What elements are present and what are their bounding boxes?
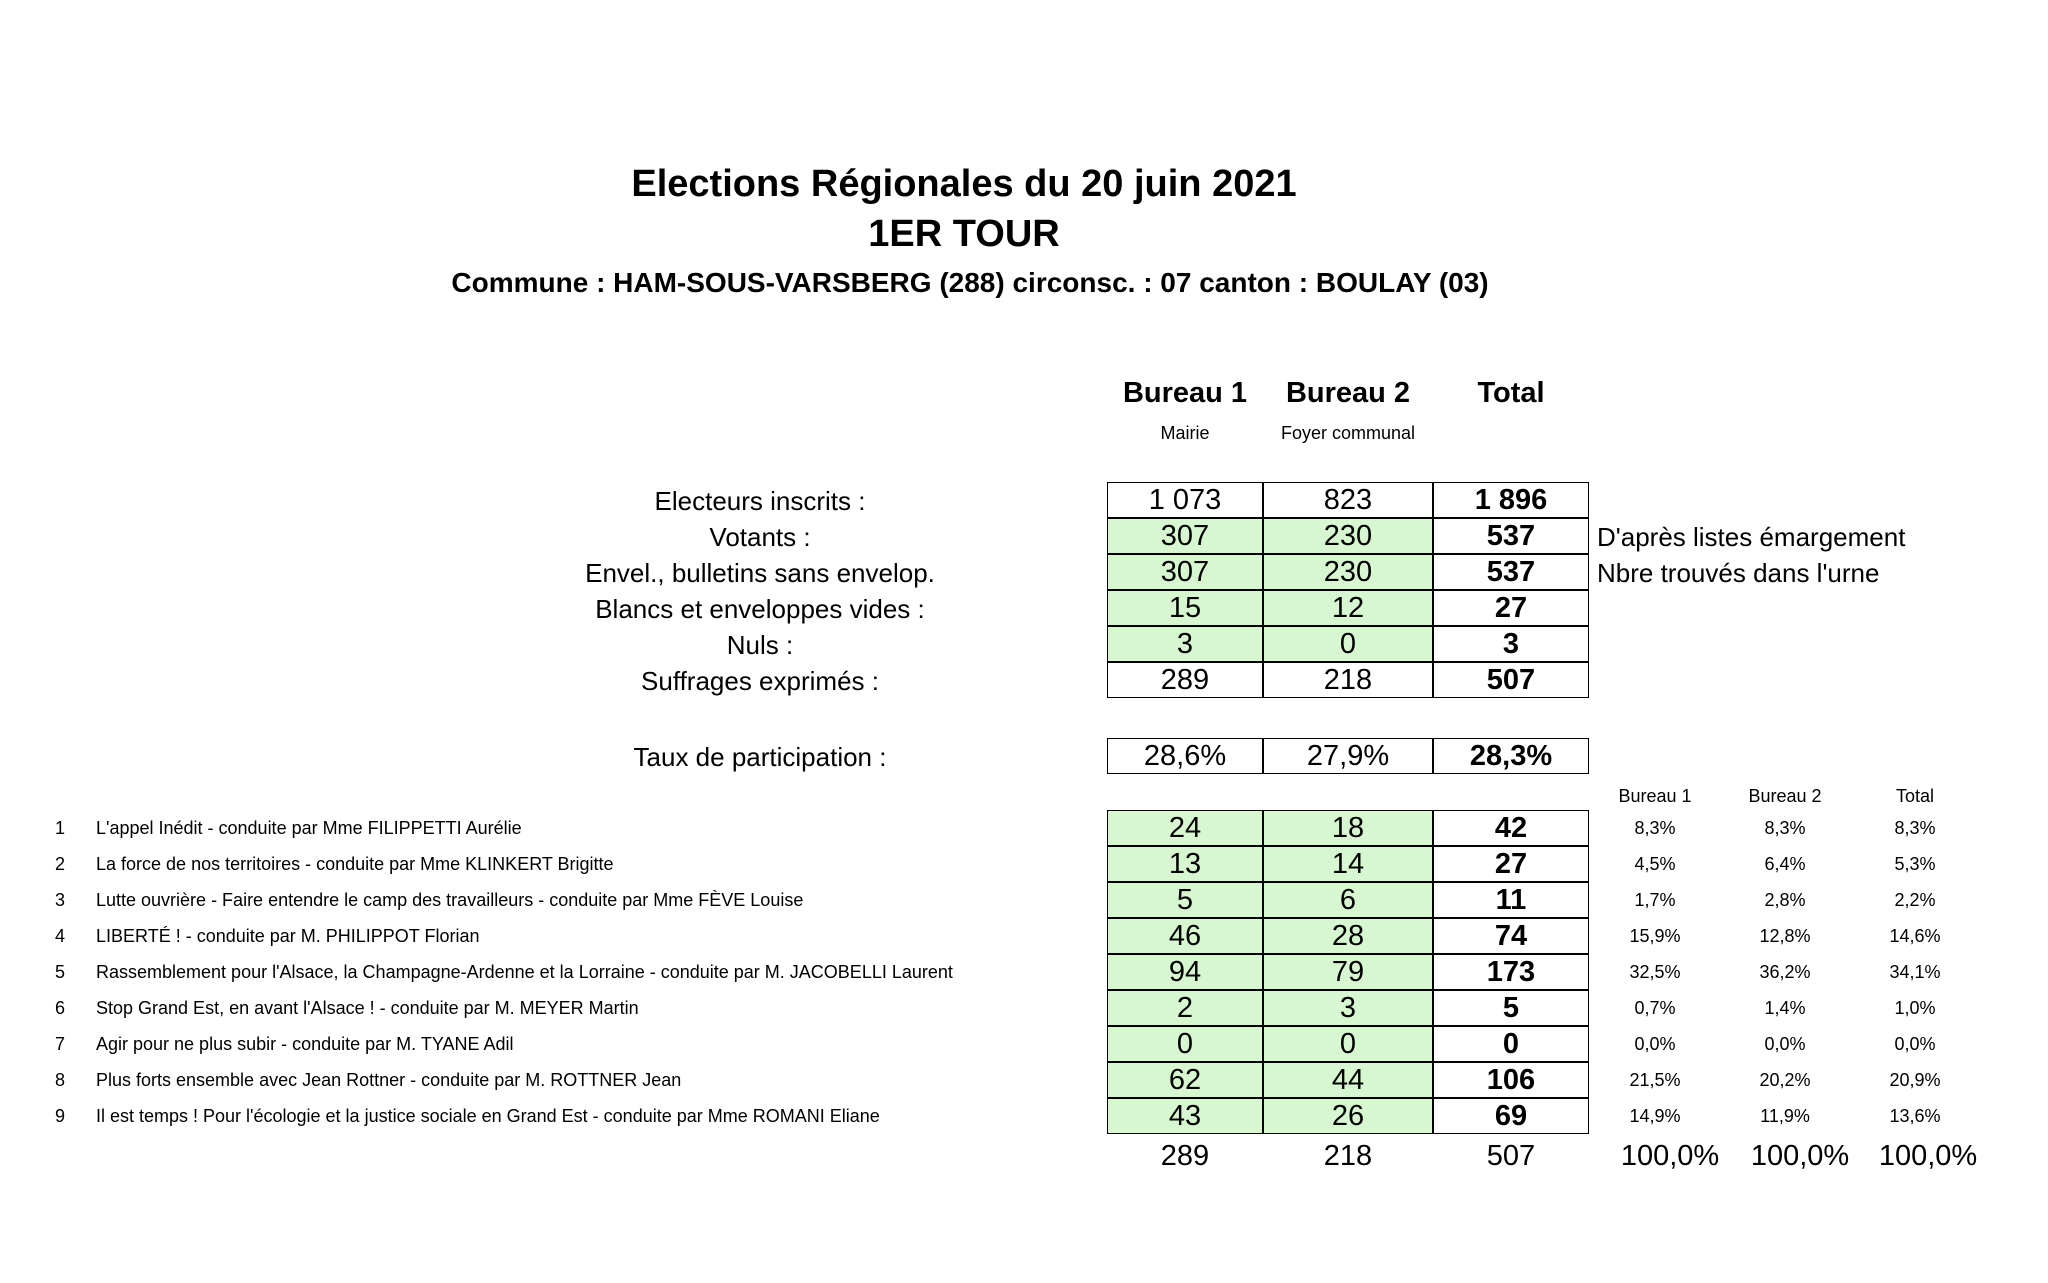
candidate-list-name: Rassemblement pour l'Alsace, la Champagne-Ardenne et la Lorraine - conduite par M. JACOBELLI Laurent: [96, 962, 953, 982]
candidate-list-name: Agir pour ne plus subir - conduite par M. TYANE Adil: [96, 1034, 514, 1054]
candidate-votes-bureau-1: 0: [1107, 1026, 1263, 1062]
summary-blancs-bureau-2: 12: [1263, 590, 1433, 626]
candidate-pct-bureau-2: 20,2%: [1759, 1070, 1811, 1090]
summary-label-inscrits: Electeurs inscrits :: [654, 486, 866, 516]
candidate-pct-bureau-2: 12,8%: [1759, 926, 1811, 946]
summary-nuls-bureau-1: 3: [1107, 626, 1263, 662]
candidate-votes-total: 74: [1433, 918, 1589, 954]
candidate-number: 7: [54, 1034, 65, 1054]
candidate-votes-total: 106: [1433, 1062, 1589, 1098]
candidate-pct-bureau-2: 6,4%: [1764, 854, 1806, 874]
candidate-number: 2: [54, 854, 65, 874]
candidate-pct-total: 20,9%: [1889, 1070, 1941, 1090]
summary-exprimes-bureau-1: 289: [1107, 662, 1263, 698]
candidate-votes-bureau-2: 44: [1263, 1062, 1433, 1098]
candidate-pct-bureau-2: 8,3%: [1764, 818, 1806, 838]
candidate-votes-total: 27: [1433, 846, 1589, 882]
round-title: 1ER TOUR: [868, 213, 1060, 255]
candidate-votes-bureau-1: 62: [1107, 1062, 1263, 1098]
candidate-pct-bureau-1: 1,7%: [1634, 890, 1676, 910]
candidate-pct-bureau-1: 15,9%: [1629, 926, 1681, 946]
summary-votants-total: 537: [1433, 518, 1589, 554]
candidate-list-name: La force de nos territoires - conduite par Mme KLINKERT Brigitte: [96, 854, 614, 874]
summary-label-enveloppes: Envel., bulletins sans envelop.: [585, 558, 935, 588]
summary-enveloppes-bureau-1: 307: [1107, 554, 1263, 590]
candidate-pct-total: 34,1%: [1889, 962, 1941, 982]
sum-pct-bureau-1: 100,0%: [1620, 1140, 1720, 1172]
summary-label-nuls: Nuls :: [726, 630, 794, 660]
column-subheader-bureau-1: Mairie: [1160, 423, 1210, 443]
summary-label-votants: Votants :: [709, 522, 811, 552]
commune-subtitle: Commune : HAM-SOUS-VARSBERG (288) circonsc. : 07 canton : BOULAY (03): [451, 267, 1489, 298]
column-header-bureau-1: Bureau 1: [1122, 377, 1248, 409]
candidate-number: 1: [54, 818, 65, 838]
summary-inscrits-total: 1 896: [1433, 482, 1589, 518]
candidate-votes-bureau-2: 79: [1263, 954, 1433, 990]
candidate-pct-total: 5,3%: [1894, 854, 1936, 874]
summary-nuls-bureau-2: 0: [1263, 626, 1433, 662]
summary-inscrits-bureau-1: 1 073: [1107, 482, 1263, 518]
candidate-number: 9: [54, 1106, 65, 1126]
participation-label: Taux de participation :: [633, 742, 887, 772]
candidate-number: 8: [54, 1070, 65, 1090]
candidate-pct-bureau-1: 14,9%: [1629, 1106, 1681, 1126]
summary-blancs-total: 27: [1433, 590, 1589, 626]
candidate-pct-total: 13,6%: [1889, 1106, 1941, 1126]
candidate-votes-bureau-1: 46: [1107, 918, 1263, 954]
summary-blancs-bureau-1: 15: [1107, 590, 1263, 626]
summary-note-votants: D'après listes émargement: [1597, 522, 1906, 552]
candidate-pct-total: 14,6%: [1889, 926, 1941, 946]
candidate-pct-bureau-2: 0,0%: [1764, 1034, 1806, 1054]
candidate-pct-total: 2,2%: [1894, 890, 1936, 910]
candidate-pct-bureau-1: 0,7%: [1634, 998, 1676, 1018]
summary-votants-bureau-1: 307: [1107, 518, 1263, 554]
sum-pct-total: 100,0%: [1878, 1140, 1978, 1172]
candidate-votes-total: 42: [1433, 810, 1589, 846]
column-subheader-bureau-2: Foyer communal: [1280, 423, 1416, 443]
candidate-list-name: L'appel Inédit - conduite par Mme FILIPPETTI Aurélie: [96, 818, 522, 838]
candidate-list-name: Plus forts ensemble avec Jean Rottner - conduite par M. ROTTNER Jean: [96, 1070, 682, 1090]
sum-total: 507: [1486, 1140, 1536, 1172]
candidate-pct-bureau-1: 4,5%: [1634, 854, 1676, 874]
summary-label-blancs: Blancs et enveloppes vides :: [595, 594, 925, 624]
summary-enveloppes-total: 537: [1433, 554, 1589, 590]
pct-header-bureau-2: Bureau 2: [1748, 786, 1822, 806]
candidate-votes-bureau-2: 28: [1263, 918, 1433, 954]
participation-bureau-2: 27,9%: [1263, 738, 1433, 774]
candidate-votes-total: 69: [1433, 1098, 1589, 1134]
candidate-votes-total: 0: [1433, 1026, 1589, 1062]
candidate-pct-bureau-1: 32,5%: [1629, 962, 1681, 982]
candidate-number: 4: [54, 926, 65, 946]
candidate-pct-bureau-2: 11,9%: [1760, 1106, 1810, 1126]
candidate-number: 5: [54, 962, 65, 982]
candidate-votes-bureau-1: 13: [1107, 846, 1263, 882]
candidate-number: 6: [54, 998, 65, 1018]
candidate-pct-bureau-2: 36,2%: [1759, 962, 1811, 982]
column-header-bureau-2: Bureau 2: [1285, 377, 1411, 409]
sum-bureau-2: 218: [1323, 1140, 1373, 1172]
summary-exprimes-total: 507: [1433, 662, 1589, 698]
participation-total: 28,3%: [1433, 738, 1589, 774]
pct-header-total: Total: [1895, 786, 1935, 806]
candidate-list-name: Stop Grand Est, en avant l'Alsace ! - conduite par M. MEYER Martin: [96, 998, 639, 1018]
candidate-votes-bureau-1: 5: [1107, 882, 1263, 918]
candidate-number: 3: [54, 890, 65, 910]
column-header-total: Total: [1477, 377, 1545, 409]
summary-nuls-total: 3: [1433, 626, 1589, 662]
candidate-votes-bureau-2: 3: [1263, 990, 1433, 1026]
candidate-pct-total: 1,0%: [1894, 998, 1936, 1018]
pct-header-bureau-1: Bureau 1: [1618, 786, 1692, 806]
summary-note-enveloppes: Nbre trouvés dans l'urne: [1597, 558, 1880, 588]
page-title: Elections Régionales du 20 juin 2021: [631, 163, 1297, 205]
candidate-list-name: LIBERTÉ ! - conduite par M. PHILIPPOT Florian: [96, 926, 480, 946]
summary-votants-bureau-2: 230: [1263, 518, 1433, 554]
summary-inscrits-bureau-2: 823: [1263, 482, 1433, 518]
candidate-votes-bureau-2: 14: [1263, 846, 1433, 882]
candidate-pct-bureau-1: 0,0%: [1634, 1034, 1676, 1054]
candidate-votes-bureau-2: 0: [1263, 1026, 1433, 1062]
candidate-pct-bureau-2: 2,8%: [1764, 890, 1806, 910]
candidate-votes-bureau-2: 6: [1263, 882, 1433, 918]
candidate-votes-bureau-1: 43: [1107, 1098, 1263, 1134]
candidate-votes-bureau-1: 2: [1107, 990, 1263, 1026]
candidate-list-name: Il est temps ! Pour l'écologie et la justice sociale en Grand Est - conduite par Mme ROMANI Eliane: [96, 1106, 880, 1126]
candidate-votes-total: 11: [1433, 882, 1589, 918]
candidate-votes-bureau-1: 94: [1107, 954, 1263, 990]
candidate-votes-bureau-1: 24: [1107, 810, 1263, 846]
summary-exprimes-bureau-2: 218: [1263, 662, 1433, 698]
candidate-list-name: Lutte ouvrière - Faire entendre le camp des travailleurs - conduite par Mme FÈVE Louise: [96, 890, 804, 910]
summary-label-exprimes: Suffrages exprimés :: [641, 666, 879, 696]
candidate-pct-bureau-2: 1,4%: [1764, 998, 1806, 1018]
candidate-votes-total: 173: [1433, 954, 1589, 990]
candidate-votes-total: 5: [1433, 990, 1589, 1026]
summary-enveloppes-bureau-2: 230: [1263, 554, 1433, 590]
candidate-pct-total: 0,0%: [1894, 1034, 1936, 1054]
participation-bureau-1: 28,6%: [1107, 738, 1263, 774]
candidate-votes-bureau-2: 26: [1263, 1098, 1433, 1134]
candidate-pct-total: 8,3%: [1894, 818, 1936, 838]
sum-pct-bureau-2: 100,0%: [1750, 1140, 1850, 1172]
candidate-pct-bureau-1: 8,3%: [1634, 818, 1676, 838]
candidate-votes-bureau-2: 18: [1263, 810, 1433, 846]
candidate-pct-bureau-1: 21,5%: [1629, 1070, 1681, 1090]
sum-bureau-1: 289: [1160, 1140, 1210, 1172]
